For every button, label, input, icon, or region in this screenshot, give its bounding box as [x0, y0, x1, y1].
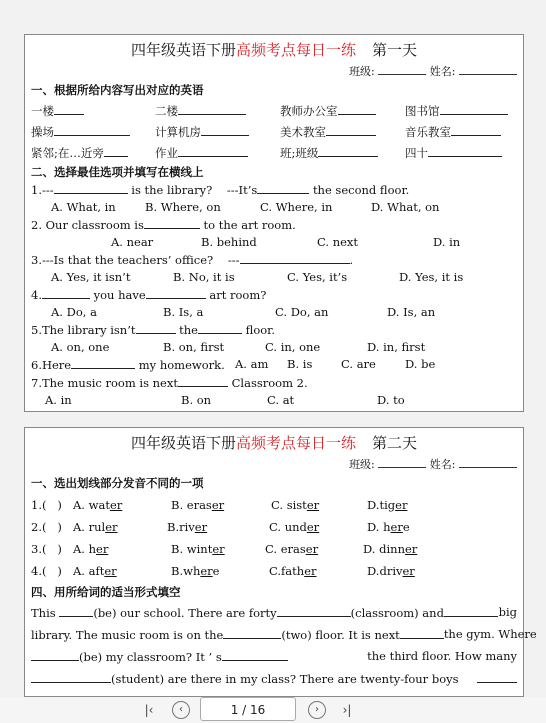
- class-name-line: [349, 63, 517, 79]
- vocab-item: 班;班级: [280, 145, 378, 161]
- name-label: 姓名:: [429, 65, 456, 78]
- phonics-option: A. ruler: [73, 520, 118, 534]
- option: B. behind: [201, 235, 257, 249]
- question-1: 1.--- is the library? ---It’s the second floor.: [31, 183, 410, 197]
- option: C. Yes, it’s: [287, 270, 348, 284]
- phonics-option: B. eraser: [171, 498, 225, 512]
- name-label: 姓名:: [429, 458, 456, 471]
- phonics-option: C. eraser: [265, 542, 319, 556]
- vocab-item: 作业: [155, 145, 248, 161]
- option: D. Yes, it is: [399, 270, 464, 284]
- title-black: 四年级英语下册: [130, 434, 236, 452]
- phonics-option: B. winter: [171, 542, 225, 556]
- class-label: 班级:: [349, 458, 375, 471]
- question-5: 5.The library isn’t the floor.: [31, 323, 276, 337]
- fill-line-4: (student) are there in my class? There are twenty-four boys: [31, 671, 517, 686]
- vocab-item: 操场: [31, 124, 130, 140]
- option: C. in, one: [265, 340, 321, 354]
- option: A. on, one: [51, 340, 110, 354]
- fill-line-3: (be) my classroom? It ’ s the third floor. How many: [31, 649, 517, 664]
- section-heading: 二、选择最佳选项并填写在横线上: [31, 165, 204, 179]
- page-indicator[interactable]: 1 / 16: [200, 697, 296, 721]
- vocab-item: 美术教室: [280, 124, 376, 140]
- option: D. be: [405, 357, 436, 371]
- section-heading: 一、根据所给内容写出对应的英语: [31, 83, 204, 97]
- question-6: 6.Here my homework.: [31, 358, 225, 372]
- worksheet-day2: [24, 427, 537, 697]
- vocab-item: 四十: [405, 145, 502, 161]
- vocab-item: 计算机房: [155, 124, 249, 140]
- worksheet-day1: [24, 34, 524, 412]
- title-day: 第一天: [372, 41, 418, 59]
- phonics-option: A. her: [73, 542, 109, 556]
- prev-page-icon[interactable]: ‹: [172, 701, 190, 719]
- option: C. at: [267, 393, 295, 407]
- option: D. in: [433, 235, 461, 249]
- phonics-option: D.tiger: [367, 498, 408, 512]
- phonics-option: B.river: [167, 520, 208, 534]
- phonics-option: A. after: [73, 564, 117, 578]
- pdf-toolbar: [0, 697, 546, 723]
- phonics-number: 4.( ): [31, 564, 62, 578]
- title-day: 第二天: [372, 434, 418, 452]
- question-2: 2. Our classroom is to the art room.: [31, 218, 296, 232]
- first-page-icon[interactable]: |‹: [144, 703, 154, 717]
- option: A. am: [235, 357, 269, 371]
- option: C. are: [341, 357, 376, 371]
- fill-line-2: library. The music room is on the (two) floor. It is next the gym. Where: [31, 627, 537, 642]
- phonics-option: D.driver: [367, 564, 415, 578]
- phonics-option: D. here: [367, 520, 410, 534]
- phonics-option: C. sister: [271, 498, 320, 512]
- phonics-number: 3.( ): [31, 542, 62, 556]
- option: D. Is, an: [387, 305, 436, 319]
- day1-title: [25, 39, 523, 60]
- title-black: 四年级英语下册: [130, 41, 236, 59]
- phonics-option: C. under: [269, 520, 320, 534]
- vocab-item: 二楼: [155, 103, 246, 119]
- vocab-item: 教师办公室: [280, 103, 376, 119]
- section-heading: 四、用所给词的适当形式填空: [31, 585, 181, 599]
- option: D. to: [377, 393, 405, 407]
- option: B. is: [287, 357, 313, 371]
- option: A. Yes, it isn’t: [51, 270, 131, 284]
- option: D. What, on: [371, 200, 440, 214]
- question-7: 7.The music room is next Classroom 2.: [31, 376, 308, 390]
- option: B. No, it is: [173, 270, 235, 284]
- last-page-icon[interactable]: ›|: [342, 703, 352, 717]
- vocab-item: 一楼: [31, 103, 84, 119]
- title-red: 高频考点每日一练: [235, 41, 356, 59]
- next-page-icon[interactable]: ›: [308, 701, 326, 719]
- phonics-option: A. water: [73, 498, 123, 512]
- day2-title: [25, 432, 523, 453]
- vocab-item: 紧邻;在…近旁: [31, 145, 128, 161]
- phonics-option: C.father: [269, 564, 317, 578]
- option: D. in, first: [367, 340, 426, 354]
- option: C. Do, an: [275, 305, 329, 319]
- title-red: 高频考点每日一练: [235, 434, 356, 452]
- option: B. Where, on: [145, 200, 221, 214]
- class-name-line: [349, 456, 517, 472]
- question-3: 3.---Is that the teachers’ office? --- .: [31, 253, 354, 267]
- class-label: 班级:: [349, 65, 375, 78]
- option: B. on: [181, 393, 212, 407]
- option: A. in: [45, 393, 72, 407]
- question-4: 4. you have art room?: [31, 288, 267, 302]
- vocab-item: 音乐教室: [405, 124, 501, 140]
- option: A. Do, a: [51, 305, 97, 319]
- option: C. next: [317, 235, 359, 249]
- option: A. near: [111, 235, 154, 249]
- option: B. on, first: [163, 340, 225, 354]
- option: A. What, in: [51, 200, 116, 214]
- vocab-item: 图书馆: [405, 103, 508, 119]
- phonics-number: 1.( ): [31, 498, 62, 512]
- section-heading: 一、选出划线部分发音不同的一项: [31, 476, 204, 490]
- option: B. Is, a: [163, 305, 204, 319]
- phonics-option: D. dinner: [363, 542, 418, 556]
- phonics-number: 2.( ): [31, 520, 62, 534]
- fill-line-1: This (be) our school. There are forty (classroom) and big: [31, 605, 517, 620]
- option: C. Where, in: [260, 200, 333, 214]
- phonics-option: B.where: [171, 564, 220, 578]
